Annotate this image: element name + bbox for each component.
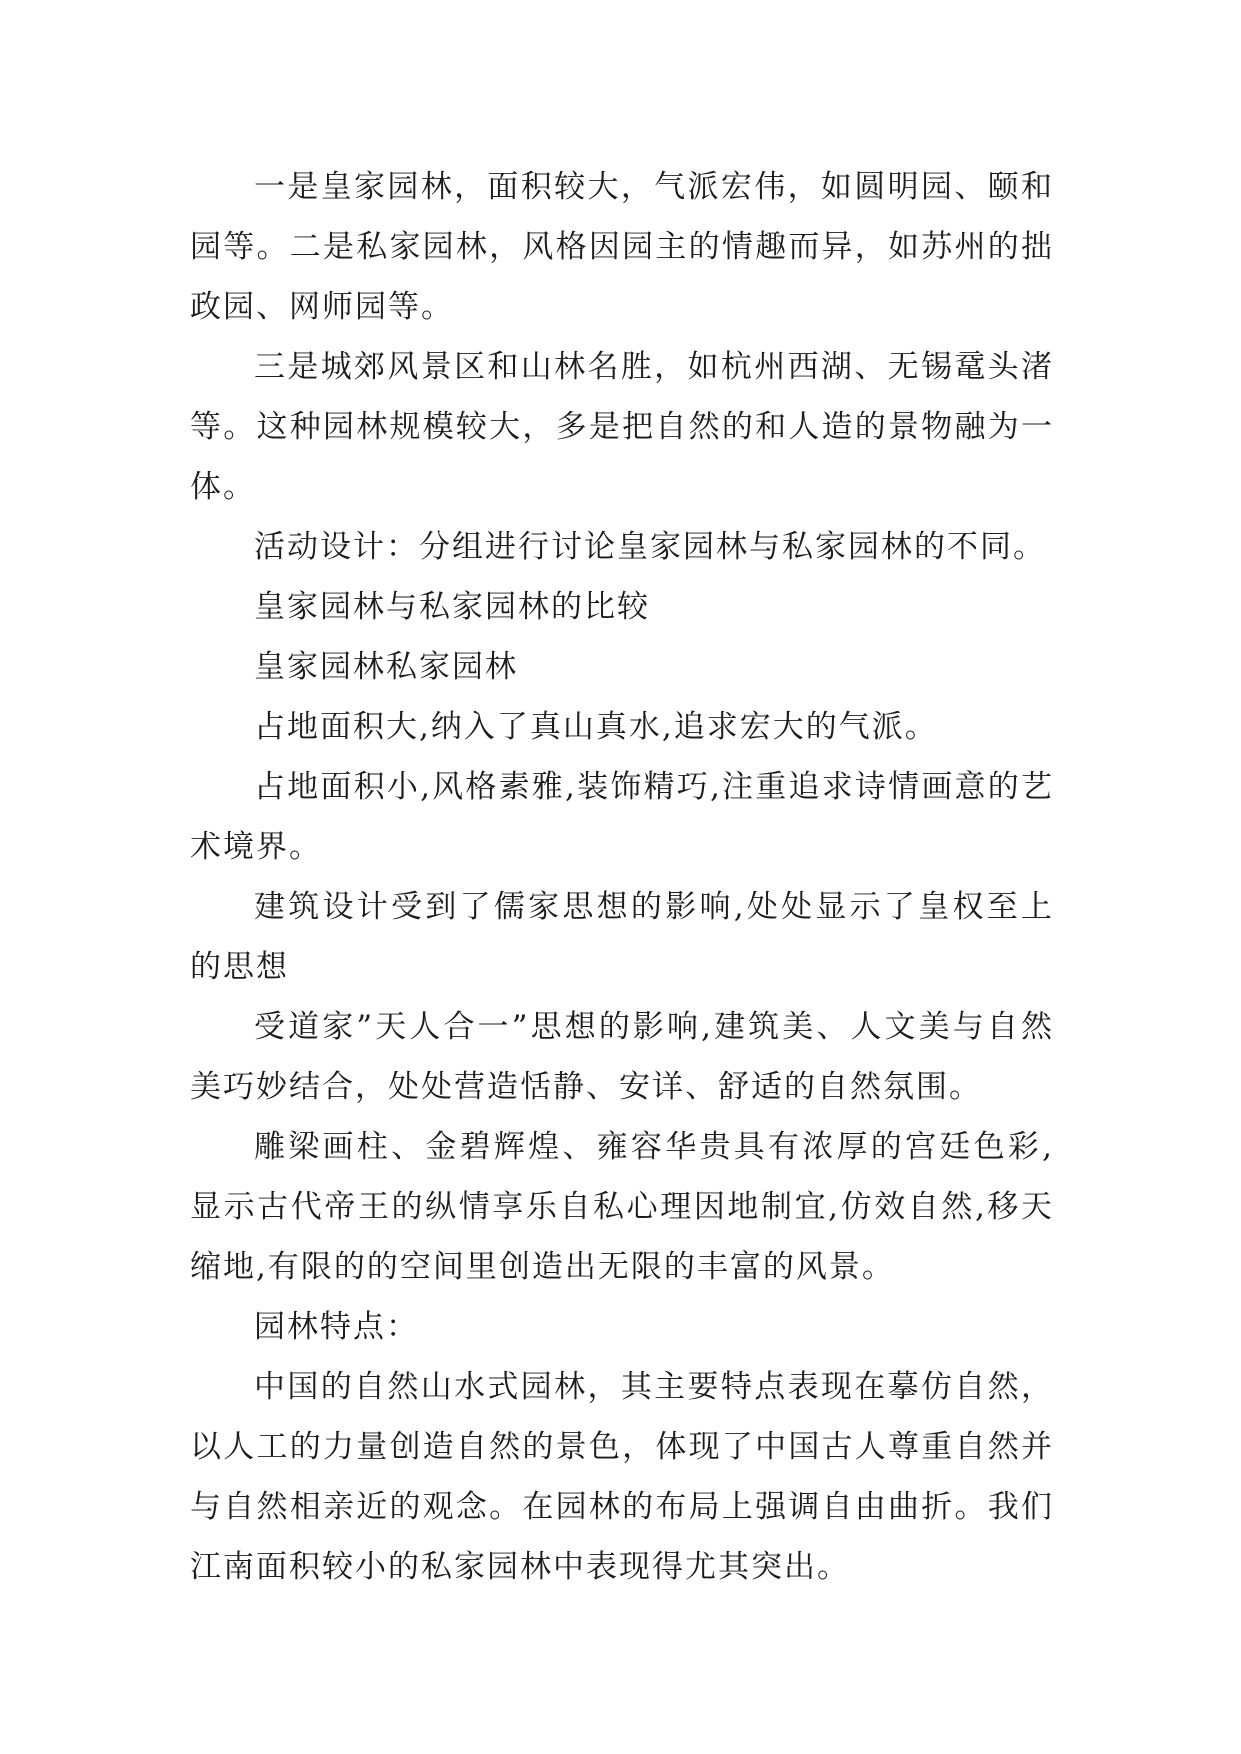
document-body	[190, 157, 1054, 1597]
paragraph-comparison-title: 皇家园林与私家园林的比较	[254, 589, 650, 625]
paragraph-private-area: 占地面积小,风格素雅,装饰精巧,注重追求诗情画意的艺术境界。	[190, 769, 1054, 865]
paragraph-activity-design: 活动设计：分组进行讨论皇家园林与私家园林的不同。	[254, 529, 1046, 565]
paragraph-comparison-headers: 皇家园林私家园林	[254, 649, 518, 685]
paragraph-royal-area: 占地面积大,纳入了真山真水,追求宏大的气派。	[254, 709, 938, 745]
paragraph-features-heading: 园林特点：	[254, 1309, 419, 1345]
paragraph-royal-style: 雕梁画柱、金碧辉煌、雍容华贵具有浓厚的宫廷色彩,显示古代帝王的纵情享乐自私心理因地制宜,仿效自然,移天缩地,有限的的空间里创造出无限的丰富的风景。	[190, 1129, 1054, 1285]
paragraph-royal-design: 建筑设计受到了儒家思想的影响,处处显示了皇权至上的思想	[190, 889, 1054, 985]
paragraph-garden-types-scenic: 三是城郊风景区和山林名胜，如杭州西湖、无锡鼋头渚等。这种园林规模较大，多是把自然的和人造的景物融为一体。	[190, 349, 1054, 505]
paragraph-garden-types-royal-private: 一是皇家园林，面积较大，气派宏伟，如圆明园、颐和园等。二是私家园林，风格因园主的情趣而异，如苏州的拙政园、网师园等。	[190, 169, 1054, 325]
paragraph-private-design: 受道家”天人合一”思想的影响,建筑美、人文美与自然美巧妙结合，处处营造恬静、安详、舒适的自然氛围。	[190, 1009, 1054, 1105]
paragraph-features-body: 中国的自然山水式园林，其主要特点表现在摹仿自然，以人工的力量创造自然的景色，体现了中国古人尊重自然并与自然相亲近的观念。在园林的布局上强调自由曲折。我们江南面积较小的私家园林中表现得尤其突出。	[190, 1369, 1054, 1585]
